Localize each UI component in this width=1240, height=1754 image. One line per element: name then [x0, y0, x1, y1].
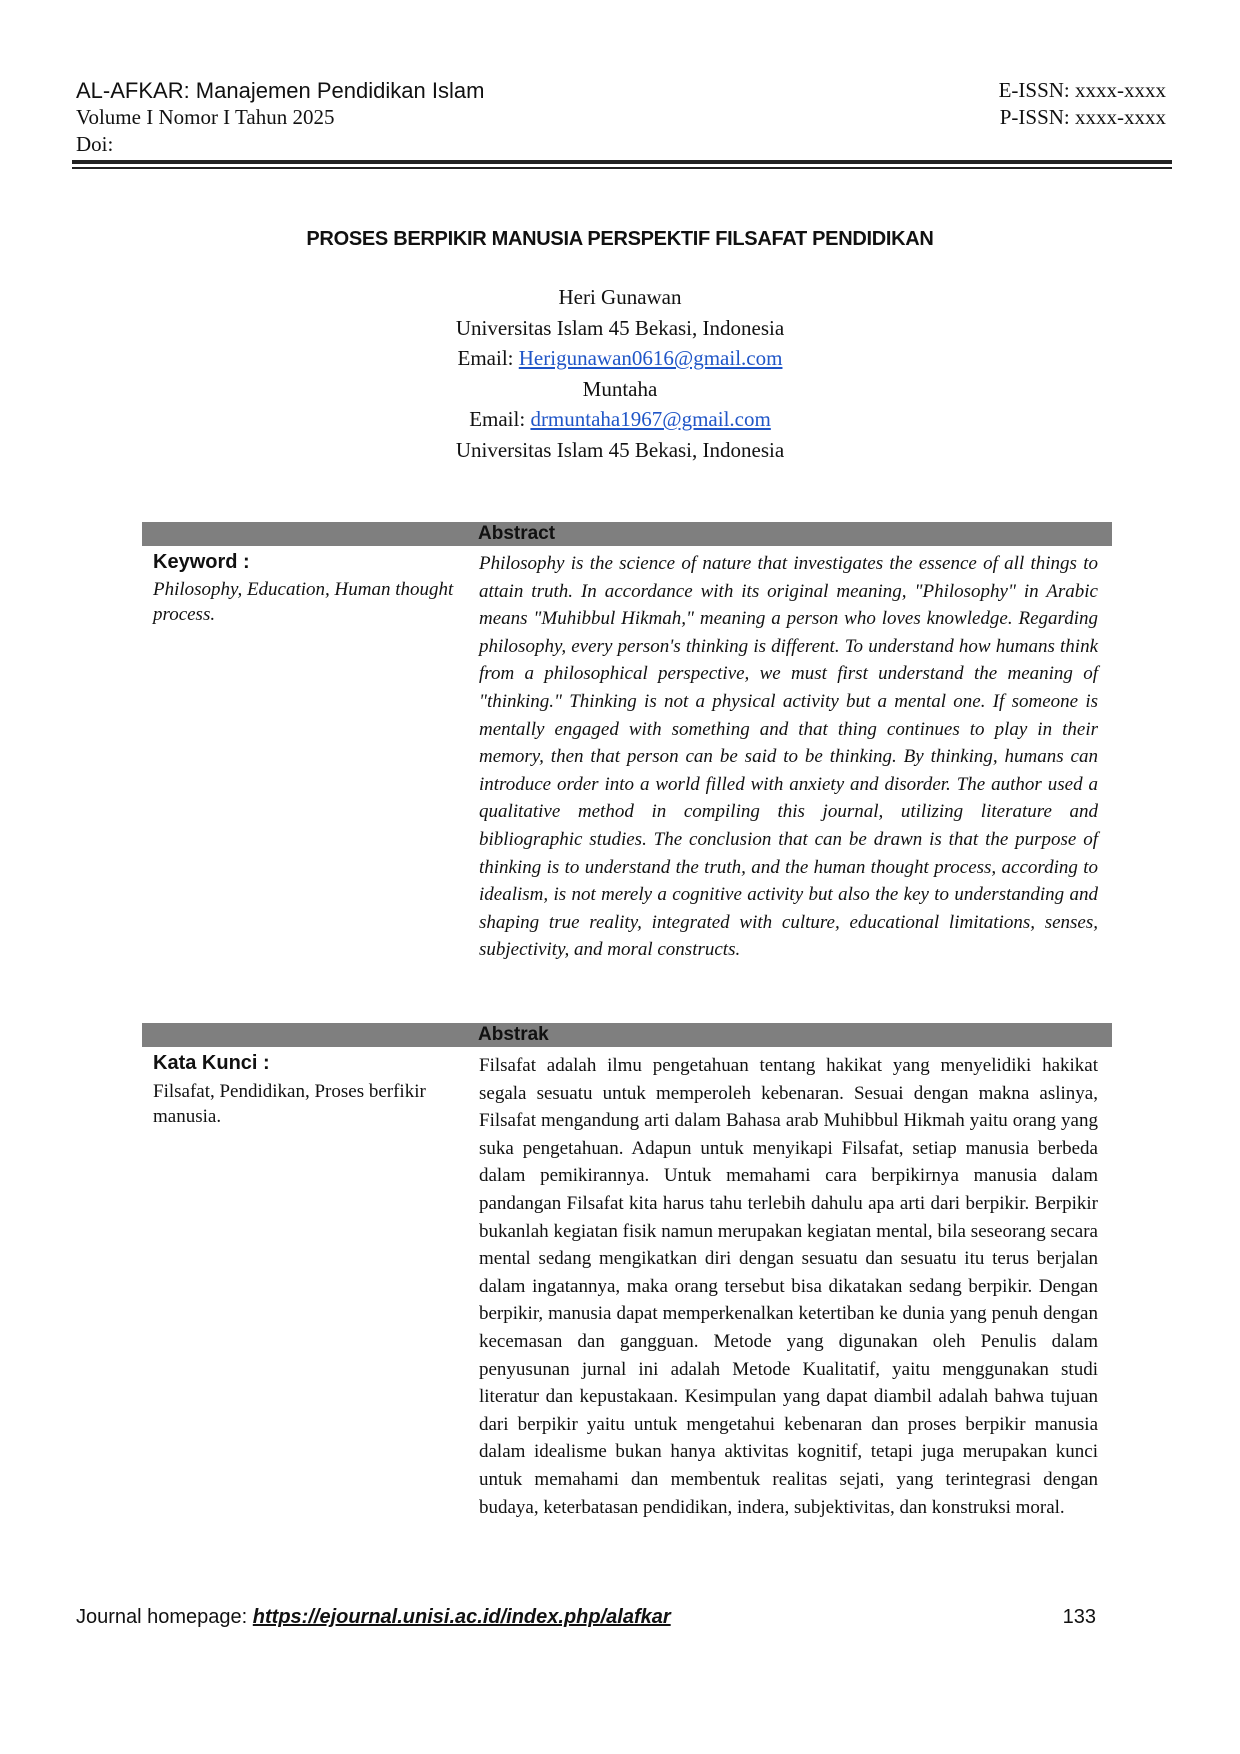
author-block: [0, 282, 1240, 465]
journal-homepage: [76, 1606, 671, 1629]
author-affiliation: Universitas Islam 45 Bekasi, Indonesia: [455, 315, 785, 340]
paper-title: PROSES BERPIKIR MANUSIA PERSPEKTIF FILSAFAT PENDIDIKAN: [306, 228, 934, 250]
eissn: E-ISSN: xxxx-xxxx: [998, 78, 1166, 102]
abstract-header-bar: [142, 522, 1112, 546]
email-label: Email:: [457, 346, 514, 370]
page-number: 133: [1062, 1606, 1096, 1628]
abstrak-heading: Abstrak: [478, 1024, 549, 1045]
keyword-list: Philosophy, Education, Human thought process.: [153, 579, 454, 625]
author-affiliation: Universitas Islam 45 Bekasi, Indonesia: [455, 437, 785, 462]
abstract-heading: Abstract: [478, 523, 556, 544]
doi-label: Doi:: [76, 132, 114, 156]
volume-info: Volume I Nomor I Tahun 2025: [76, 105, 335, 129]
kata-kunci-heading: Kata Kunci :: [153, 1052, 270, 1074]
kata-kunci-list: Filsafat, Pendidikan, Proses berfikir manusia.: [153, 1081, 426, 1127]
homepage-label: Journal homepage:: [76, 1606, 253, 1628]
author-email-line: [0, 404, 1240, 435]
author-email-link[interactable]: Herigunawan0616@gmail.com: [518, 346, 783, 370]
author-email-link[interactable]: drmuntaha1967@gmail.com: [530, 407, 771, 431]
email-label: Email:: [469, 407, 526, 431]
author-email-line: [0, 343, 1240, 374]
header-divider-thick: [72, 160, 1172, 164]
abstrak-header-bar: [142, 1023, 1112, 1047]
abstract-text: Philosophy is the science of nature that investigates the essence of all things to attain truth. In accordance with its original meaning, "Philosophy" in Arabic means "Muhibbul Hikmah," meaning a person who loves knowledge. Regarding philosophy, every person's thinking is different. To understand how humans think from a philosophical perspective, we must first understand the meaning of "thinking." Thinking is not a physical activity but a mental one. If someone is mentally engaged with something and that thing continues to play in their memory, then that person can be said to be thinking. By thinking, humans can introduce order into a world filled with anxiety and disorder. The author used a qualitative method in compiling this journal, utilizing literature and bibliographic studies. The conclusion that can be drawn is that the purpose of thinking is to understand the truth, and the human thought process, according to idealism, is not merely a cognitive activity but also the key to understanding and shaping true reality, integrated with culture, educational limitations, senses, subjectivity, and moral constructs.: [479, 553, 1098, 961]
journal-name: AL-AFKAR: Manajemen Pendidikan Islam: [76, 78, 485, 103]
keyword-heading: Keyword :: [153, 551, 250, 573]
pissn: P-ISSN: xxxx-xxxx: [999, 105, 1166, 129]
author-name: Heri Gunawan: [558, 285, 682, 309]
homepage-link[interactable]: https://ejournal.unisi.ac.id/index.php/alafkar: [252, 1606, 671, 1628]
header-divider-thin: [72, 167, 1172, 169]
author-name: Muntaha: [582, 376, 658, 401]
abstrak-text: Filsafat adalah ilmu pengetahuan tentang hakikat yang menyelidiki hakikat segala sesuatu untuk memperoleh kebenaran. Sesuai dengan makna aslinya, Filsafat mengandung arti dalam Bahasa arab Muhibbul Hikmah yaitu orang yang suka pengetahuan. Adapun untuk menyikapi Filsafat, setiap manusia berbeda dalam pemikirannya. Untuk memahami cara berpikirnya manusia dalam pandangan Filsafat kita harus tahu terlebih dahulu apa arti dari berpikir. Berpikir bukanlah kegiatan fisik namun merupakan kegiatan mental, bila seseorang secara mental sedang mengikatkan diri dengan sesuatu dan sesuatu itu terus berjalan dalam ingatannya, maka orang tersebut bisa dikatakan sedang berpikir. Dengan berpikir, manusia dapat memperkenalkan ketertiban ke dunia yang penuh dengan kecemasan dan gangguan. Metode yang digunakan oleh Penulis dalam penyusunan jurnal ini adalah Metode Kualitatif, yaitu menggunakan studi literatur dan kepustakaan. Kesimpulan yang dapat diambil adalah bahwa tujuan dari berpikir yaitu untuk mengetahui kebenaran dan proses berpikir manusia dalam idealisme bukan hanya aktivitas kognitif, tetapi juga merupakan kunci untuk memahami dan membentuk realitas sejati, yang terintegrasi dengan budaya, keterbatasan pendidikan, indera, subjektivitas, dan konstruksi moral.: [479, 1055, 1098, 1518]
